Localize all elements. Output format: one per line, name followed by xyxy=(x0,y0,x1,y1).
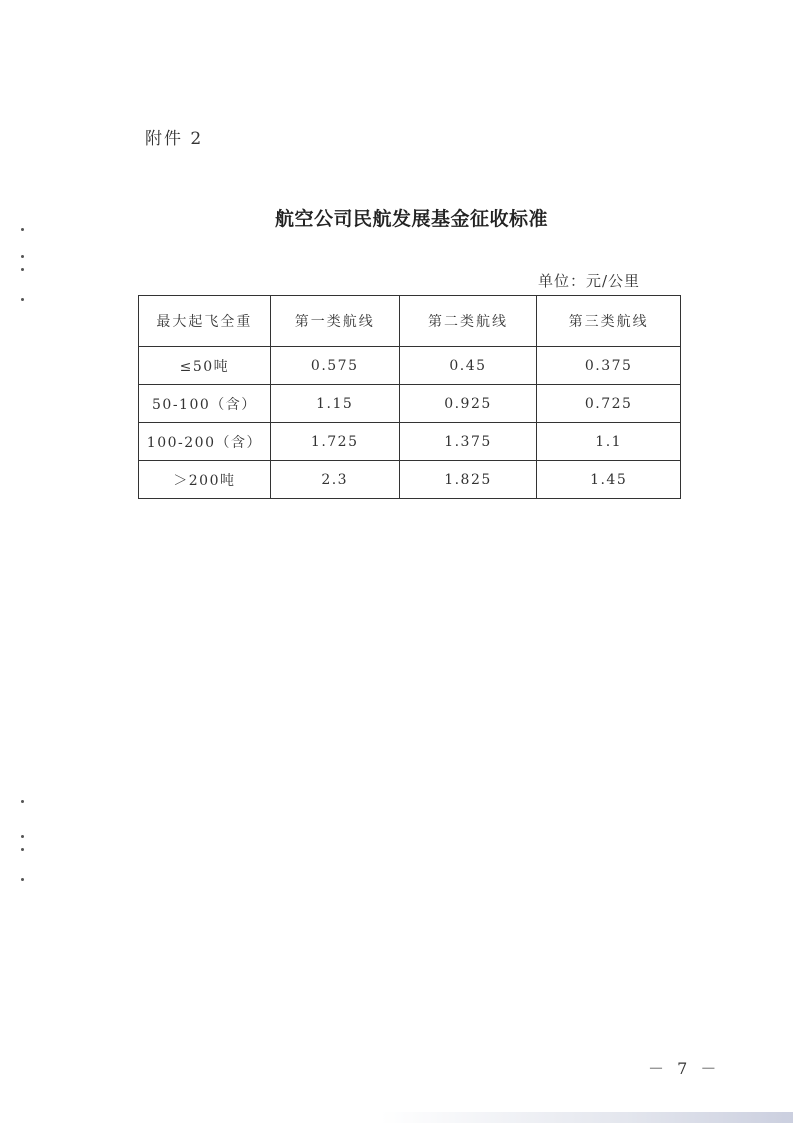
binding-mark xyxy=(21,298,24,301)
table-row xyxy=(139,385,681,423)
fee-standard-table xyxy=(138,295,681,499)
scan-edge-shadow xyxy=(380,1112,793,1123)
binding-mark xyxy=(21,878,24,881)
rate-cell: 0.925 xyxy=(399,385,537,423)
binding-mark xyxy=(21,268,24,271)
rate-cell: 1.15 xyxy=(270,385,399,423)
rate-cell: 1.1 xyxy=(537,423,681,461)
rate-cell: 1.375 xyxy=(399,423,537,461)
rate-cell: 0.575 xyxy=(270,347,399,385)
rate-cell: 0.45 xyxy=(399,347,537,385)
header-max-takeoff-weight: 最大起飞全重 xyxy=(139,296,271,347)
table-row xyxy=(139,423,681,461)
weight-cell: 100-200（含） xyxy=(139,423,271,461)
table-row xyxy=(139,461,681,499)
rate-cell: 1.45 xyxy=(537,461,681,499)
weight-cell: ≤50吨 xyxy=(139,347,271,385)
header-route-class-3: 第三类航线 xyxy=(537,296,681,347)
binding-mark xyxy=(21,848,24,851)
rate-cell: 1.725 xyxy=(270,423,399,461)
rate-cell: 1.825 xyxy=(399,461,537,499)
binding-mark xyxy=(21,835,24,838)
weight-cell: ＞200吨 xyxy=(139,461,271,499)
rate-cell: 0.375 xyxy=(537,347,681,385)
table-header-row xyxy=(139,296,681,347)
table-row xyxy=(139,347,681,385)
rate-cell: 0.725 xyxy=(537,385,681,423)
weight-cell: 50-100（含） xyxy=(139,385,271,423)
rate-cell: 2.3 xyxy=(270,461,399,499)
header-route-class-2: 第二类航线 xyxy=(399,296,537,347)
binding-mark xyxy=(21,228,24,231)
binding-mark xyxy=(21,255,24,258)
binding-mark xyxy=(21,800,24,803)
header-route-class-1: 第一类航线 xyxy=(270,296,399,347)
attachment-label: 附件 2 xyxy=(145,129,204,149)
unit-note: 单位：元/公里 xyxy=(538,272,641,290)
document-title: 航空公司民航发展基金征收标准 xyxy=(274,208,548,230)
page-number: － 7 － xyxy=(648,1059,721,1078)
